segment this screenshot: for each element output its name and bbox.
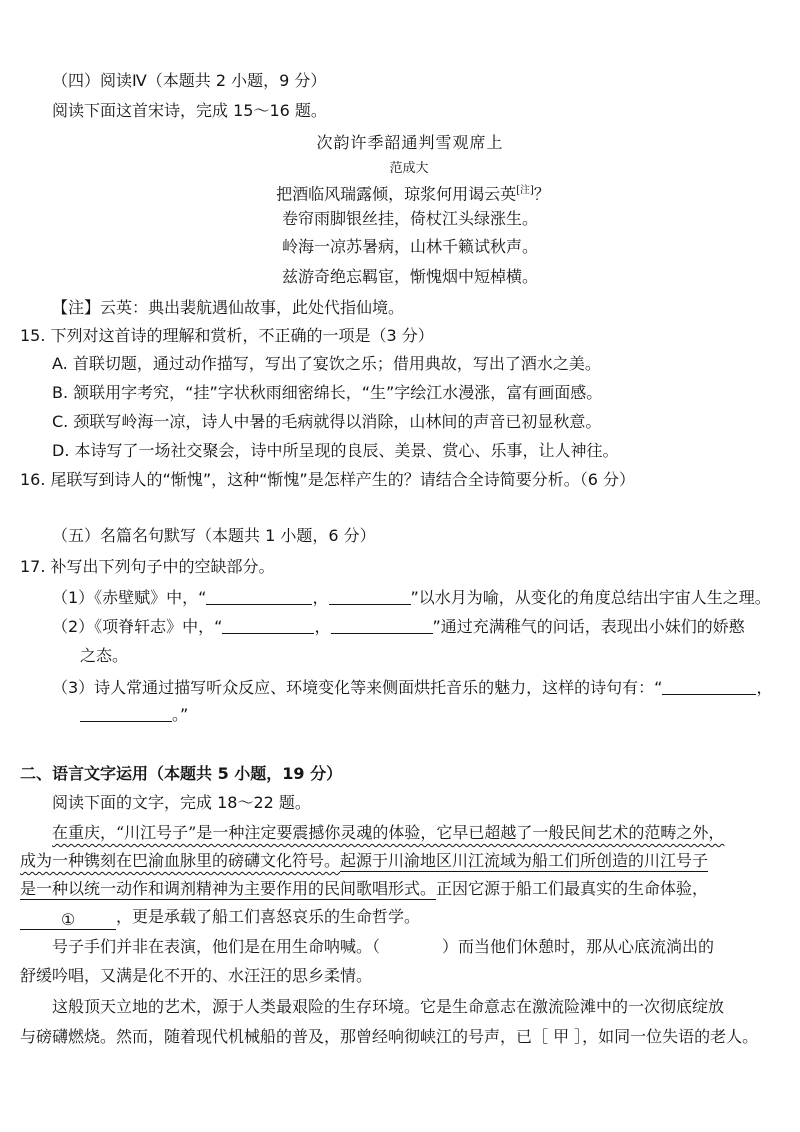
underlined-sentence: 在重庆，“川江号子”是一种注定要震撼你灵魂的体验，它早已超越了一般民间艺术的范畴之外， [52, 823, 725, 842]
section-heading: （五）名篇名句默写（本题共 1 小题，6 分） [52, 526, 376, 545]
answer-blank[interactable] [222, 616, 314, 634]
option-d: D. 本诗写了一场社交聚会，诗中所呈现的良辰、美景、赏心、乐事，让人神往。 [52, 441, 619, 460]
comma: ， [756, 678, 773, 697]
passage-line [52, 822, 724, 844]
passage-text: 号子手们并非在表演，他们是在用生命呐喊。（ [52, 937, 381, 956]
answer-blank[interactable] [331, 616, 433, 634]
question-17-stem: 17. 补写出下列句子中的空缺部分。 [20, 557, 275, 576]
fill-item-3-cont [80, 704, 188, 726]
poem-line: 卷帘雨脚银丝挂，倚杖江头绿涨生。 [281, 209, 538, 228]
poem-line-text: 把酒临风瑞露倾，琼浆何用谒云英 [276, 184, 517, 204]
fill-item-text: 。” [172, 705, 189, 724]
poem-line: 岭海一凉苏暑病，山林千籁试秋声。 [281, 237, 538, 256]
poem-line [0, 180, 800, 205]
poem-title: 次韵许季韶通判雪观席上 [316, 133, 504, 152]
answer-blank[interactable] [206, 587, 312, 605]
comma: ， [314, 617, 331, 636]
fill-item-text: （2）《项脊轩志》中，“ [52, 617, 223, 636]
passage-line [52, 936, 714, 958]
passage-line [20, 850, 708, 872]
passage-text: ）而当他们休憩时，那从心底流淌出的 [442, 937, 715, 956]
passage-text: ，更是承载了船工们喜怒哀乐的生命哲学。 [116, 907, 421, 926]
answer-blank[interactable] [662, 677, 756, 695]
answer-blank[interactable] [80, 704, 172, 722]
fill-item-text: （3）诗人常通过描写听众反应、环境变化等来侧面烘托音乐的魅力，这样的诗句有：“ [52, 678, 663, 697]
fill-item-1 [52, 587, 771, 609]
poem-line-end: ？ [533, 184, 550, 204]
reading-instruction: 阅读下面的文字，完成 18～22 题。 [52, 793, 311, 812]
fill-item-text: （1）《赤壁赋》中，“ [52, 588, 207, 607]
passage-text: 正因它源于船工们最真实的生命体验， [436, 879, 709, 898]
question-16-stem: 16. 尾联写到诗人的“惭愧”，这种“惭愧”是怎样产生的？请结合全诗简要分析。（6 分） [20, 470, 635, 489]
poem-line: 兹游奇绝忘羁宦，惭愧烟中短棹横。 [281, 267, 538, 286]
note-mark: [注] [516, 185, 534, 196]
reading-instruction: 阅读下面这首宋诗，完成 15～16 题。 [52, 101, 327, 120]
comma: ， [312, 588, 329, 607]
passage-line: 舒缓吟唱，又满是化不开的、水汪汪的思乡柔情。 [20, 966, 373, 985]
blank-1[interactable] [20, 909, 116, 930]
blank-1-label: ① [60, 910, 76, 929]
poem-author: 范成大 [389, 161, 429, 176]
fill-item-2 [52, 616, 745, 638]
fill-item-3 [52, 677, 773, 699]
passage-line [20, 878, 708, 900]
poem-note: 【注】云英：典出裴航遇仙故事，此处代指仙境。 [52, 298, 405, 317]
fill-item-text: ”通过充满稚气的问话，表现出小妹们的娇憨 [432, 617, 745, 636]
passage-line [20, 906, 420, 930]
passage-line: 与磅礴燃烧。然而，随着现代机械船的普及，那曾经响彻峡江的号声，已［ 甲 ］，如同一位失语的老人。 [20, 1027, 759, 1046]
underlined-sentence: 成为一种镌刻在巴渝血脉里的磅礴文化符号。 [20, 851, 341, 870]
answer-blank[interactable] [329, 587, 411, 605]
part-heading: 二、语言文字运用（本题共 5 小题，19 分） [20, 764, 343, 783]
passage-line: 这般顶天立地的艺术，源于人类最艰险的生存环境。它是生命意志在激流险滩中的一次彻底绽放 [52, 997, 725, 1016]
question-15-stem: 15. 下列对这首诗的理解和赏析，不正确的一项是（3 分） [20, 326, 434, 345]
fill-item-text: ”以水月为喻，从变化的角度总结出宇宙人生之理。 [410, 588, 771, 607]
option-c: C. 颈联写岭海一凉，诗人中暑的毛病就得以消除，山林间的声音已初显秋意。 [52, 412, 602, 431]
section-heading: （四）阅读Ⅳ（本题共 2 小题，9 分） [52, 71, 327, 90]
fill-item-2-cont: 之态。 [80, 646, 129, 665]
underlined-sentence: 是一种以统一动作和调剂精神为主要作用的民间歌唱形式。 [20, 879, 437, 898]
underlined-sentence: 起源于川渝地区川江流域为船工们所创造的川江号子 [340, 851, 709, 870]
option-b: B. 颔联用字考究，“挂”字状秋雨细密绵长，“生”字绘江水漫涨，富有画面感。 [52, 383, 603, 402]
option-a: A. 首联切题，通过动作描写，写出了宴饮之乐；借用典故，写出了酒水之美。 [52, 354, 601, 373]
